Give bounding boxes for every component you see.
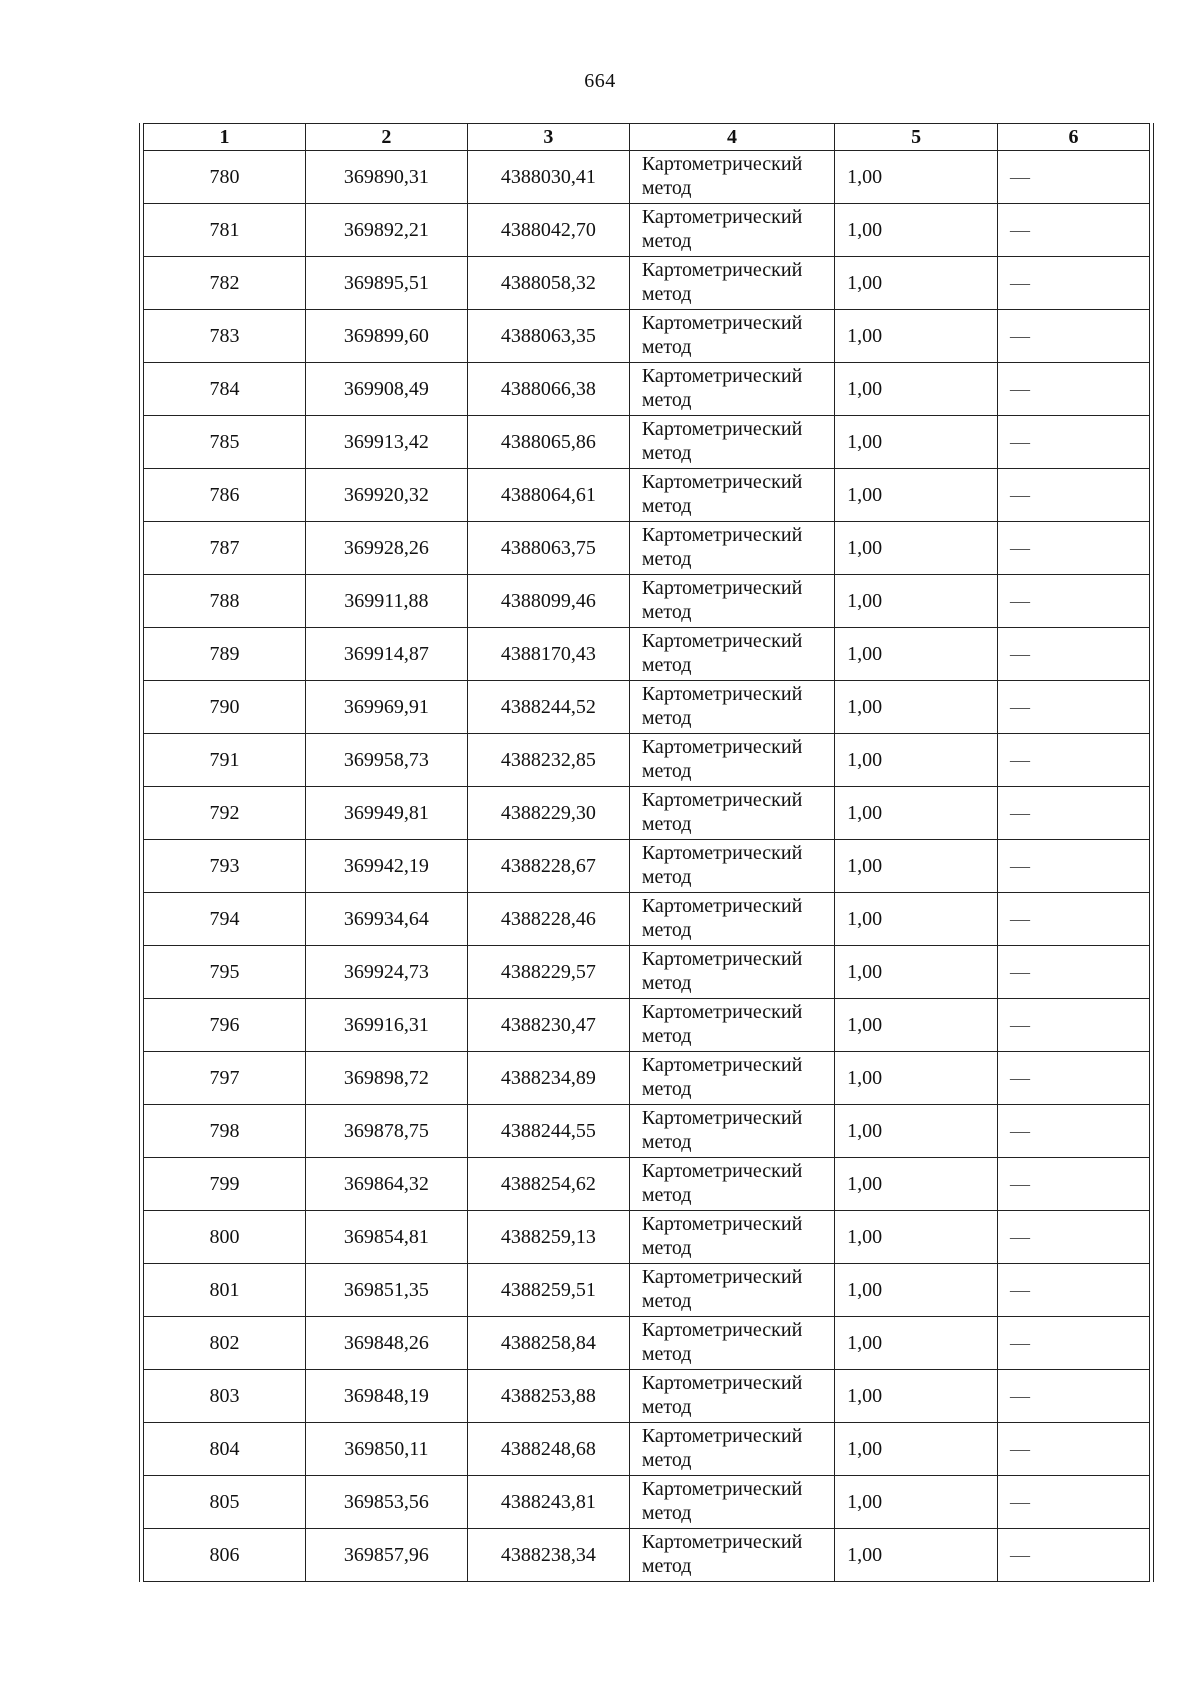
accuracy-cell: 1,00 [835,363,998,416]
accuracy-cell: 1,00 [835,1052,998,1105]
note-cell: — [998,1158,1150,1211]
header-cell-6: 6 [998,124,1150,151]
method-cell [629,628,834,681]
table-row [144,522,1150,575]
point-number-cell: 792 [144,787,306,840]
header-cell-4: 4 [629,124,834,151]
x-coordinate-cell: 369857,96 [305,1529,467,1582]
y-coordinate-cell: 4388244,52 [467,681,629,734]
accuracy-cell: 1,00 [835,310,998,363]
note-cell: — [998,469,1150,522]
point-number-cell: 795 [144,946,306,999]
table-row [144,151,1150,204]
point-number-cell: 786 [144,469,306,522]
method-line-2: метод [641,1290,692,1312]
point-number-cell: 781 [144,204,306,257]
accuracy-cell: 1,00 [835,416,998,469]
y-coordinate-cell: 4388253,88 [467,1370,629,1423]
method-line-1: Картометрический [641,1425,803,1447]
header-cell-3: 3 [467,124,629,151]
accuracy-cell: 1,00 [835,999,998,1052]
method-cell [629,1052,834,1105]
note-cell: — [998,628,1150,681]
note-cell: — [998,204,1150,257]
accuracy-cell: 1,00 [835,946,998,999]
note-cell: — [998,893,1150,946]
method-line-1: Картометрический [641,206,803,228]
method-line-2: метод [641,866,692,888]
y-coordinate-cell: 4388244,55 [467,1105,629,1158]
point-number-cell: 780 [144,151,306,204]
method-line-2: метод [641,283,692,305]
table-row [144,416,1150,469]
method-line-1: Картометрический [641,1001,803,1023]
method-cell [629,522,834,575]
table-row [144,1529,1150,1582]
x-coordinate-cell: 369916,31 [305,999,467,1052]
method-line-2: метод [641,813,692,835]
method-line-2: метод [641,760,692,782]
accuracy-cell: 1,00 [835,151,998,204]
method-line-1: Картометрический [641,365,803,387]
method-cell [629,946,834,999]
method-line-1: Картометрический [641,1054,803,1076]
accuracy-cell: 1,00 [835,1423,998,1476]
method-line-2: метод [641,1343,692,1365]
note-cell: — [998,1317,1150,1370]
y-coordinate-cell: 4388232,85 [467,734,629,787]
x-coordinate-cell: 369908,49 [305,363,467,416]
y-coordinate-cell: 4388248,68 [467,1423,629,1476]
point-number-cell: 801 [144,1264,306,1317]
y-coordinate-cell: 4388229,57 [467,946,629,999]
method-cell [629,1529,834,1582]
method-line-2: метод [641,972,692,994]
method-line-1: Картометрический [641,524,803,546]
accuracy-cell: 1,00 [835,1105,998,1158]
accuracy-cell: 1,00 [835,522,998,575]
point-number-cell: 790 [144,681,306,734]
method-line-1: Картометрический [641,895,803,917]
accuracy-cell: 1,00 [835,1211,998,1264]
table-row [144,204,1150,257]
method-cell [629,681,834,734]
method-line-1: Картометрический [641,736,803,758]
accuracy-cell: 1,00 [835,575,998,628]
table-row [144,1423,1150,1476]
note-cell: — [998,1264,1150,1317]
note-cell: — [998,840,1150,893]
y-coordinate-cell: 4388058,32 [467,257,629,310]
point-number-cell: 789 [144,628,306,681]
note-cell: — [998,946,1150,999]
method-line-1: Картометрический [641,1160,803,1182]
point-number-cell: 803 [144,1370,306,1423]
y-coordinate-cell: 4388066,38 [467,363,629,416]
header-cell-5: 5 [835,124,998,151]
point-number-cell: 806 [144,1529,306,1582]
method-cell [629,1264,834,1317]
y-coordinate-cell: 4388259,51 [467,1264,629,1317]
header-cell-2: 2 [305,124,467,151]
method-line-1: Картометрический [641,1478,803,1500]
coordinates-table [143,123,1150,1582]
note-cell: — [998,1476,1150,1529]
method-line-1: Картометрический [641,1213,803,1235]
method-line-2: метод [641,1449,692,1471]
point-number-cell: 788 [144,575,306,628]
method-cell [629,310,834,363]
table-row [144,575,1150,628]
method-line-2: метод [641,1078,692,1100]
y-coordinate-cell: 4388230,47 [467,999,629,1052]
coordinates-table-frame [139,123,1154,1582]
x-coordinate-cell: 369853,56 [305,1476,467,1529]
note-cell: — [998,787,1150,840]
table-row [144,1264,1150,1317]
x-coordinate-cell: 369848,19 [305,1370,467,1423]
x-coordinate-cell: 369920,32 [305,469,467,522]
method-cell [629,151,834,204]
method-line-2: метод [641,1025,692,1047]
x-coordinate-cell: 369864,32 [305,1158,467,1211]
x-coordinate-cell: 369942,19 [305,840,467,893]
note-cell: — [998,1052,1150,1105]
x-coordinate-cell: 369949,81 [305,787,467,840]
note-cell: — [998,999,1150,1052]
table-row [144,840,1150,893]
note-cell: — [998,257,1150,310]
note-cell: — [998,363,1150,416]
point-number-cell: 787 [144,522,306,575]
method-line-2: метод [641,707,692,729]
point-number-cell: 802 [144,1317,306,1370]
note-cell: — [998,1105,1150,1158]
method-cell [629,734,834,787]
note-cell: — [998,310,1150,363]
method-line-1: Картометрический [641,1372,803,1394]
method-cell [629,893,834,946]
y-coordinate-cell: 4388243,81 [467,1476,629,1529]
method-line-2: метод [641,1131,692,1153]
table-row [144,1370,1150,1423]
method-line-2: метод [641,389,692,411]
method-cell [629,204,834,257]
y-coordinate-cell: 4388259,13 [467,1211,629,1264]
table-row [144,1317,1150,1370]
accuracy-cell: 1,00 [835,840,998,893]
table-row [144,469,1150,522]
accuracy-cell: 1,00 [835,469,998,522]
method-line-2: метод [641,919,692,941]
table-body [144,151,1150,1582]
accuracy-cell: 1,00 [835,628,998,681]
y-coordinate-cell: 4388234,89 [467,1052,629,1105]
method-cell [629,363,834,416]
y-coordinate-cell: 4388170,43 [467,628,629,681]
table-row [144,1052,1150,1105]
accuracy-cell: 1,00 [835,257,998,310]
table-row [144,893,1150,946]
x-coordinate-cell: 369958,73 [305,734,467,787]
method-line-1: Картометрический [641,259,803,281]
accuracy-cell: 1,00 [835,787,998,840]
point-number-cell: 785 [144,416,306,469]
x-coordinate-cell: 369899,60 [305,310,467,363]
x-coordinate-cell: 369913,42 [305,416,467,469]
method-cell [629,575,834,628]
method-line-2: метод [641,1502,692,1524]
y-coordinate-cell: 4388254,62 [467,1158,629,1211]
method-line-1: Картометрический [641,789,803,811]
point-number-cell: 794 [144,893,306,946]
method-line-2: метод [641,336,692,358]
method-cell [629,1476,834,1529]
x-coordinate-cell: 369924,73 [305,946,467,999]
note-cell: — [998,734,1150,787]
method-line-1: Картометрический [641,312,803,334]
x-coordinate-cell: 369895,51 [305,257,467,310]
y-coordinate-cell: 4388099,46 [467,575,629,628]
accuracy-cell: 1,00 [835,734,998,787]
table-row [144,681,1150,734]
table-row [144,310,1150,363]
table-row [144,999,1150,1052]
method-cell [629,1423,834,1476]
accuracy-cell: 1,00 [835,204,998,257]
method-cell [629,840,834,893]
x-coordinate-cell: 369914,87 [305,628,467,681]
method-cell [629,1158,834,1211]
x-coordinate-cell: 369854,81 [305,1211,467,1264]
method-cell [629,999,834,1052]
y-coordinate-cell: 4388063,75 [467,522,629,575]
table-row [144,257,1150,310]
note-cell: — [998,416,1150,469]
method-line-1: Картометрический [641,1531,803,1553]
table-row [144,1105,1150,1158]
method-line-1: Картометрический [641,418,803,440]
point-number-cell: 791 [144,734,306,787]
accuracy-cell: 1,00 [835,1317,998,1370]
table-row [144,787,1150,840]
method-cell [629,1211,834,1264]
accuracy-cell: 1,00 [835,1264,998,1317]
x-coordinate-cell: 369969,91 [305,681,467,734]
x-coordinate-cell: 369850,11 [305,1423,467,1476]
method-line-2: метод [641,654,692,676]
method-line-1: Картометрический [641,1319,803,1341]
method-line-1: Картометрический [641,683,803,705]
note-cell: — [998,681,1150,734]
table-row [144,1158,1150,1211]
point-number-cell: 783 [144,310,306,363]
y-coordinate-cell: 4388030,41 [467,151,629,204]
method-line-2: метод [641,442,692,464]
x-coordinate-cell: 369928,26 [305,522,467,575]
point-number-cell: 793 [144,840,306,893]
method-line-2: метод [641,1184,692,1206]
method-line-1: Картометрический [641,471,803,493]
method-line-2: метод [641,1237,692,1259]
x-coordinate-cell: 369851,35 [305,1264,467,1317]
accuracy-cell: 1,00 [835,1158,998,1211]
y-coordinate-cell: 4388229,30 [467,787,629,840]
note-cell: — [998,1529,1150,1582]
point-number-cell: 797 [144,1052,306,1105]
point-number-cell: 799 [144,1158,306,1211]
y-coordinate-cell: 4388042,70 [467,204,629,257]
method-cell [629,1370,834,1423]
point-number-cell: 798 [144,1105,306,1158]
method-line-2: метод [641,1555,692,1577]
x-coordinate-cell: 369892,21 [305,204,467,257]
method-line-1: Картометрический [641,577,803,599]
table-row [144,734,1150,787]
method-line-1: Картометрический [641,948,803,970]
method-cell [629,1105,834,1158]
table-row [144,1211,1150,1264]
method-line-2: метод [641,548,692,570]
accuracy-cell: 1,00 [835,681,998,734]
method-line-1: Картометрический [641,1266,803,1288]
method-line-1: Картометрический [641,153,803,175]
x-coordinate-cell: 369898,72 [305,1052,467,1105]
method-line-1: Картометрический [641,842,803,864]
x-coordinate-cell: 369890,31 [305,151,467,204]
table-row [144,628,1150,681]
method-cell [629,787,834,840]
accuracy-cell: 1,00 [835,1476,998,1529]
header-row [144,124,1150,151]
point-number-cell: 800 [144,1211,306,1264]
method-line-2: метод [641,230,692,252]
method-line-1: Картометрический [641,630,803,652]
method-line-2: метод [641,177,692,199]
table-row [144,363,1150,416]
accuracy-cell: 1,00 [835,1370,998,1423]
y-coordinate-cell: 4388228,67 [467,840,629,893]
note-cell: — [998,522,1150,575]
y-coordinate-cell: 4388063,35 [467,310,629,363]
point-number-cell: 796 [144,999,306,1052]
y-coordinate-cell: 4388064,61 [467,469,629,522]
x-coordinate-cell: 369848,26 [305,1317,467,1370]
y-coordinate-cell: 4388065,86 [467,416,629,469]
table-row [144,1476,1150,1529]
y-coordinate-cell: 4388258,84 [467,1317,629,1370]
y-coordinate-cell: 4388228,46 [467,893,629,946]
accuracy-cell: 1,00 [835,1529,998,1582]
page-number: 664 [584,70,616,92]
accuracy-cell: 1,00 [835,893,998,946]
point-number-cell: 805 [144,1476,306,1529]
method-cell [629,1317,834,1370]
point-number-cell: 782 [144,257,306,310]
method-line-2: метод [641,1396,692,1418]
method-line-2: метод [641,601,692,623]
point-number-cell: 784 [144,363,306,416]
method-line-1: Картометрический [641,1107,803,1129]
method-cell [629,257,834,310]
point-number-cell: 804 [144,1423,306,1476]
note-cell: — [998,1423,1150,1476]
note-cell: — [998,1370,1150,1423]
header-cell-1: 1 [144,124,306,151]
note-cell: — [998,151,1150,204]
note-cell: — [998,1211,1150,1264]
x-coordinate-cell: 369878,75 [305,1105,467,1158]
x-coordinate-cell: 369934,64 [305,893,467,946]
note-cell: — [998,575,1150,628]
table-row [144,946,1150,999]
x-coordinate-cell: 369911,88 [305,575,467,628]
method-cell [629,469,834,522]
y-coordinate-cell: 4388238,34 [467,1529,629,1582]
method-line-2: метод [641,495,692,517]
method-cell [629,416,834,469]
